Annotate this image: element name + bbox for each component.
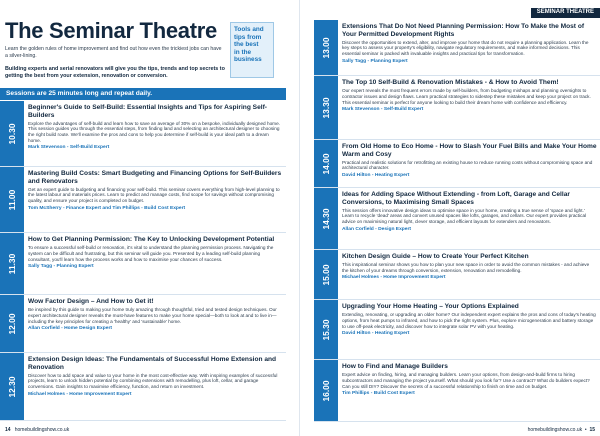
session-row xyxy=(0,353,286,421)
session-row xyxy=(314,300,600,360)
session-time: 11.30 xyxy=(7,253,17,274)
session-row xyxy=(314,76,600,140)
session-speaker: David Hilton - Heating Expert xyxy=(342,330,410,336)
tips-line: tips from xyxy=(234,33,262,41)
session-description: This inspirational seminar shows you how to plan your new space in order to avoid the common mistakes - and achieve the kitchen of your dreams through conversion, extension, renovation and remodelling. xyxy=(342,262,590,273)
session-time: 11.00 xyxy=(7,189,17,210)
tips-line: in the xyxy=(234,48,252,56)
time-tab xyxy=(0,101,24,166)
tips-callout xyxy=(230,22,274,78)
session-speaker: Allan Corfield - Design Expert xyxy=(342,226,412,232)
session-time: 13.00 xyxy=(321,37,331,58)
session-row xyxy=(0,233,286,295)
session-speaker: Mark Stevenson - Self-Build Expert xyxy=(28,145,110,151)
time-tab xyxy=(314,250,338,299)
session-speaker: Allan Corfield - Home Design Expert xyxy=(28,325,112,331)
session-title: Ideas for Adding Space Without Extending - from Loft, Garage and Cellar Conversions, to Maximising Small Spaces xyxy=(342,191,570,206)
section-tag: SEMINAR THEATRE xyxy=(531,8,600,18)
session-time: 12.30 xyxy=(7,376,17,397)
session-description: Get an expert guide to budgeting and financing your self-build. This seminar covers everything from high-level planning to the latest labour and materials prices. Learn to predict and manage costs, find scope for savings without compromising quality, and ensure your project is completed on budget. xyxy=(28,186,280,204)
page-number: 15 xyxy=(589,427,595,433)
session-title: Extensions That Do Not Need Planning Permission: How To Make the Most of Your Permitted Development Rights xyxy=(342,23,585,38)
session-row xyxy=(0,101,286,167)
session-description: Explore the advantages of self-build and learn how to save an average of 30% on a bespoke, individually designed home. This session guides you through the essential steps, from finding land and selecting an architectural designer to choosing the right build route. We'll examine the pros and cons to help you determine if self-build is your ideal path to a dream home. xyxy=(28,120,280,144)
session-speaker: David Hilton - Heating Expert xyxy=(342,172,410,178)
session-title: Beginner's Guide to Self-Build: Essential Insights and Tips for Aspiring Self-Builders xyxy=(28,104,267,119)
session-row xyxy=(314,188,600,250)
footer-right: homebuildingshow.co.uk • 15 xyxy=(527,427,595,433)
time-tab xyxy=(0,167,24,232)
session-row xyxy=(0,167,286,233)
session-time: 16.00 xyxy=(321,380,331,401)
time-tab xyxy=(314,188,338,249)
session-speaker: Sally Tagg - Planning Expert xyxy=(28,263,94,269)
session-description: Expert advice on finding, hiring, and managing builders. Learn your options, from design-and-build firms to hiring subcontractors and managing the project yourself. What should you look for? Use a contract? What do builders expect? Can you still DIY? Discover the secrets of a successful relationship to finish on time and on budget. xyxy=(342,372,590,389)
session-description: Our expert reveals the most frequent errors made by self-builders, from budgeting mishaps and planning oversights to contractor issues and design flaws. Learn practical strategies to sidestep these mistakes and keep your project on track. This essential seminar is perfect for anyone looking to build their dream home with confidence and efficiency. xyxy=(342,88,591,105)
session-description: Be inspired by this guide to making your home truly amazing through thoughtful, tried and tested design techniques. Our expert architectural designer reveals the must-have features to make your home special—both to look at and to live in—including the key principles for creating a 'healthy' and 'sustainable' home. xyxy=(28,307,277,324)
session-title: Mastering Build Costs: Smart Budgeting and Financing Options for Self-Builders and Renovators xyxy=(28,170,282,185)
session-speaker: Tim Phillips - Build Cost Expert xyxy=(342,390,415,396)
time-tab xyxy=(0,353,24,420)
session-title: The Top 10 Self-Build & Renovation Mistakes - & How to Avoid Them! xyxy=(342,79,559,86)
session-time: 14.00 xyxy=(321,153,331,174)
session-title: Extension Design Ideas: The Fundamentals of Successful Home Extension and Renovation xyxy=(28,356,277,371)
tips-line: business xyxy=(234,56,262,64)
session-time: 12.00 xyxy=(7,313,17,334)
time-tab xyxy=(314,76,338,139)
time-tab xyxy=(0,295,24,352)
session-description: This session offers innovative design ideas to optimise space in your home, creating a true sense of 'space and light.' Learn to recycle 'dead' areas and convert unused spaces like lofts, garages, and cellars. Our expert provides practical advice on maximising natural light, clever storage, and efficient layouts for extenders and renovators. xyxy=(342,207,587,225)
session-title: Kitchen Design Guide – How to Create Your Perfect Kitchen xyxy=(342,253,529,260)
session-row xyxy=(0,295,286,353)
time-tab xyxy=(314,360,338,421)
footer-left xyxy=(5,427,69,433)
session-title: Upgrading Your Home Heating – Your Options Explained xyxy=(342,303,519,310)
intro-text: Learn the golden rules of home improvement and find out how even the trickiest jobs can have a silver-lining. xyxy=(5,46,222,59)
session-description: To ensure a successful self-build or renovation, it's vital to understand the planning permission process. Navigating the system can be difficult and frustrating, but this seminar will guide you. Presented by a leading self-build planning consultant, you'll learn how the process works and how to maximise your chances of success. xyxy=(28,245,274,262)
tips-line: the best xyxy=(234,41,259,49)
right-page xyxy=(300,0,600,436)
time-tab xyxy=(314,20,338,75)
session-speaker: Tom McSherry - Finance Expert and Tim Phillips - Build Cost Expert xyxy=(28,205,186,211)
session-speaker: Sally Tagg - Planning Expert xyxy=(342,58,408,64)
time-tab xyxy=(314,300,338,359)
session-description: Extending, renovating, or upgrading an older home? Our independent expert explains the pros and cons of today's heating options, from heat pumps to infrared, and how to pick the right system. Plus, explore microgeneration and battery storage to use off-peak electricity, and discover how to integrate solar PV with your heating. xyxy=(342,312,596,329)
session-row xyxy=(314,140,600,188)
session-row xyxy=(314,360,600,422)
site-link[interactable]: homebuildingshow.co.uk xyxy=(14,427,70,433)
page-number: 14 xyxy=(5,427,11,433)
page-title: The Seminar Theatre xyxy=(5,18,217,43)
session-time: 10.30 xyxy=(7,123,17,144)
session-description: Discover how to add space and value to your home in the most cost-effective way. With inspiring examples of successful projects, learn to unlock hidden potential by combining extensions with remodelling, plus loft, cellar, and garage conversions. Gain insights to maximise efficiency, function, and return on investment. xyxy=(28,372,278,390)
session-speaker: Mark Stevenson - Self-Build Expert xyxy=(342,106,424,112)
session-description: Discover the opportunities to extend, alter, and improve your home that do not require a planning application. Learn the key steps to assess your property's eligibility, navigate regulatory requirements, and make informed decisions. This essential seminar is packed with invaluable insights and practical tips for transformation. xyxy=(342,39,589,57)
time-tab xyxy=(314,140,338,187)
session-description: Practical and realistic solutions for retrofitting an existing house to reduce running costs without compromising space and architectural character. xyxy=(342,159,593,171)
session-title: Wow Factor Design – And How to Get it! xyxy=(28,298,154,305)
session-time: 14.30 xyxy=(321,208,331,229)
session-row xyxy=(314,250,600,300)
site-link[interactable]: homebuildingshow.co.uk xyxy=(527,427,583,433)
intro-bold-text: Building experts and serial renovators will give you the tips, trends and top secrets to getting the best from your extension, renovation or conversion. xyxy=(5,66,225,79)
session-time: 15.30 xyxy=(321,319,331,340)
time-tab xyxy=(0,233,24,294)
session-speaker: Michael Holmes - Home Improvement Expert xyxy=(28,391,132,397)
session-row xyxy=(314,20,600,76)
session-title: How to Find and Manage Builders xyxy=(342,363,448,370)
sessions-banner: Sessions are 25 minutes long and repeat daily. xyxy=(0,88,286,100)
session-time: 15.00 xyxy=(321,264,331,285)
session-title: From Old Home to Eco Home - How to Slash Your Fuel Bills and Make Your Home Warm and Cosy xyxy=(342,143,597,158)
tips-line: Tools and xyxy=(234,26,264,33)
session-time: 13.30 xyxy=(321,97,331,118)
session-speaker: Michael Holmes - Home Improvement Expert xyxy=(342,275,446,281)
session-title: How to Get Planning Permission: The Key to Unlocking Development Potential xyxy=(28,236,275,243)
